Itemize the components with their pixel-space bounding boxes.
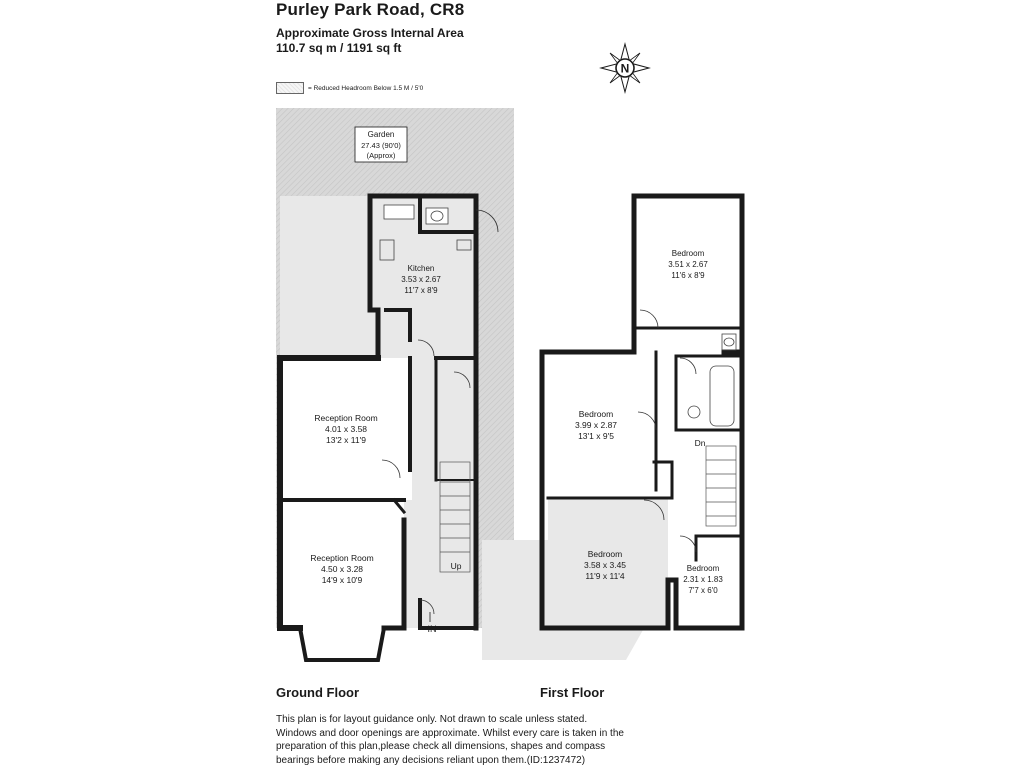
- bedroom-4-name: Bedroom: [686, 564, 720, 573]
- stairs-down-label: Dn: [694, 438, 706, 448]
- bedroom-2-name: Bedroom: [578, 409, 614, 419]
- bedroom-1-name: Bedroom: [671, 249, 705, 258]
- reception-1-imperial: 13'2 x 11'9: [326, 435, 366, 445]
- bedroom-3-imperial: 11'9 x 11'4: [585, 571, 625, 581]
- reception-2-name: Reception Room: [310, 553, 374, 563]
- bedroom-2-metric: 3.99 x 2.87: [574, 420, 618, 430]
- kitchen-name: Kitchen: [407, 264, 435, 273]
- property-title: Purley Park Road, CR8: [276, 0, 465, 19]
- ground-floor-label: Ground Floor: [276, 685, 360, 700]
- bedroom-3-name: Bedroom: [587, 549, 623, 559]
- bedroom-4-imperial: 7'7 x 6'0: [688, 586, 718, 595]
- first-floor-label: First Floor: [540, 685, 605, 700]
- bay-window-fill: [300, 628, 384, 660]
- compass-letter: N: [620, 61, 630, 76]
- bathroom-fittings: [688, 334, 736, 426]
- reception-2-imperial: 14'9 x 10'9: [321, 575, 363, 585]
- kitchen-imperial: 11'7 x 8'9: [404, 286, 438, 295]
- garden-metric: 27.43 (90'0): [361, 141, 401, 150]
- garden-imperial: (Approx): [366, 151, 396, 160]
- reception-1-metric: 4.01 x 3.58: [324, 424, 368, 434]
- legend-text: = Reduced Headroom Below 1.5 M / 5'0: [308, 84, 424, 92]
- area-label: Approximate Gross Internal Area: [276, 26, 464, 40]
- compass-icon: [601, 44, 649, 92]
- stairs-up-label: Up: [450, 561, 462, 571]
- area-value: 110.7 sq m / 1191 sq ft: [276, 41, 402, 55]
- bedroom-2-imperial: 13'1 x 9'5: [578, 431, 614, 441]
- bedroom-1-imperial: 11'6 x 8'9: [671, 271, 705, 280]
- reception-2-metric: 4.50 x 3.28: [320, 564, 364, 574]
- kitchen-metric: 3.53 x 2.67: [401, 275, 441, 284]
- bedroom-3-metric: 3.58 x 3.45: [583, 560, 627, 570]
- garden-name: Garden: [367, 130, 395, 139]
- disclaimer-text: This plan is for layout guidance only. Not drawn to scale unless stated. Windows and door openings are approximate. Whilst every care is taken in the preparation of this plan,please check all dimensions, shapes and compass bearings before making any decisions reliant upon them.(ID:1237472): [276, 714, 624, 766]
- entrance-label: IN: [427, 624, 437, 634]
- bedroom-1-metric: 3.51 x 2.67: [668, 260, 708, 269]
- first-floor-stairs: [706, 446, 736, 526]
- reception-1-name: Reception Room: [314, 413, 378, 423]
- bedroom-4-metric: 2.31 x 1.83: [683, 575, 723, 584]
